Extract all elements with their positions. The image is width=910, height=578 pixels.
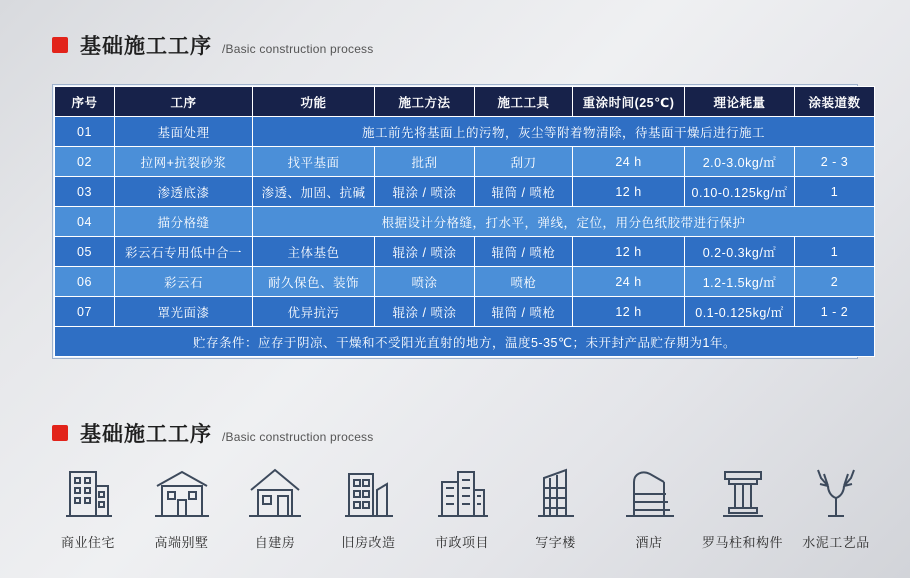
commercial-residence-icon [42, 462, 134, 518]
cell-tool: 辊筒 / 喷枪 [475, 237, 573, 267]
cell-index: 06 [55, 267, 115, 297]
red-square-icon [52, 425, 68, 441]
cell-process: 罩光面漆 [115, 297, 253, 327]
cell-coats: 1 [795, 177, 875, 207]
scenario-item[interactable] [510, 462, 602, 551]
scenario-label: 市政项目 [434, 535, 489, 550]
table-row [55, 267, 875, 297]
cell-consumption: 0.10-0.125kg/㎡ [685, 177, 795, 207]
cell-recoat-time: 12 h [573, 237, 685, 267]
cell-index: 03 [55, 177, 115, 207]
col-header-index: 序号 [55, 87, 115, 117]
table-row [55, 237, 875, 267]
red-square-icon [52, 37, 68, 53]
cell-consumption: 0.1-0.125kg/㎡ [685, 297, 795, 327]
application-scenarios [42, 462, 882, 551]
scenario-label: 旧房改造 [341, 535, 396, 550]
scenario-item[interactable] [790, 462, 882, 551]
col-header-consumption: 理论耗量 [685, 87, 795, 117]
cement-craft-icon [790, 462, 882, 518]
table-footer-row [55, 327, 875, 357]
cell-method: 批刮 [375, 147, 475, 177]
cell-index: 01 [55, 117, 115, 147]
cell-index: 02 [55, 147, 115, 177]
scenario-item[interactable] [42, 462, 134, 551]
old-house-renovation-icon [323, 462, 415, 518]
cell-tool: 辊筒 / 喷枪 [475, 177, 573, 207]
cell-description: 施工前先将基面上的污物，灰尘等附着物清除，待基面干燥后进行施工 [253, 117, 875, 147]
cell-function: 耐久保色、装饰 [253, 267, 375, 297]
scenario-item[interactable] [603, 462, 695, 551]
storage-conditions-note: 贮存条件：应存于阴凉、干燥和不受阳光直射的地方，温度5-35℃；未开封产品贮存期为1年。 [55, 327, 875, 357]
section-title-cn: 基础施工工序 [80, 35, 212, 58]
construction-process-table [52, 84, 861, 359]
col-header-function: 功能 [253, 87, 375, 117]
cell-process: 基面处理 [115, 117, 253, 147]
cell-coats: 2 - 3 [795, 147, 875, 177]
scenario-item[interactable] [136, 462, 228, 551]
cell-consumption: 2.0-3.0kg/㎡ [685, 147, 795, 177]
cell-index: 05 [55, 237, 115, 267]
cell-recoat-time: 12 h [573, 177, 685, 207]
cell-function: 优异抗污 [253, 297, 375, 327]
cell-method: 喷涂 [375, 267, 475, 297]
cell-coats: 2 [795, 267, 875, 297]
roman-column-icon [697, 462, 789, 518]
scenario-label: 自建房 [254, 535, 296, 550]
office-building-icon [510, 462, 602, 518]
cell-method: 辊涂 / 喷涂 [375, 297, 475, 327]
cell-method: 辊涂 / 喷涂 [375, 237, 475, 267]
section-heading-bottom [0, 418, 373, 448]
scenario-label: 酒店 [635, 535, 663, 550]
scenario-label: 水泥工艺品 [802, 535, 870, 550]
scenario-item[interactable] [229, 462, 321, 551]
cell-method: 辊涂 / 喷涂 [375, 177, 475, 207]
self-built-house-icon [229, 462, 321, 518]
cell-process: 渗透底漆 [115, 177, 253, 207]
cell-tool: 刮刀 [475, 147, 573, 177]
col-header-method: 施工方法 [375, 87, 475, 117]
scenario-label: 商业住宅 [60, 535, 115, 550]
section-title-cn: 基础施工工序 [80, 423, 212, 446]
table-row [55, 297, 875, 327]
table-row [55, 147, 875, 177]
cell-recoat-time: 24 h [573, 267, 685, 297]
table-row [55, 177, 875, 207]
cell-consumption: 1.2-1.5kg/㎡ [685, 267, 795, 297]
cell-process: 描分格缝 [115, 207, 253, 237]
cell-function: 找平基面 [253, 147, 375, 177]
cell-process: 彩云石专用低中合一 [115, 237, 253, 267]
col-header-tool: 施工工具 [475, 87, 573, 117]
luxury-villa-icon [136, 462, 228, 518]
cell-tool: 喷枪 [475, 267, 573, 297]
scenario-item[interactable] [697, 462, 789, 551]
table-row [55, 207, 875, 237]
scenario-label: 罗马柱和构件 [701, 535, 783, 550]
col-header-coats: 涂装道数 [795, 87, 875, 117]
cell-index: 04 [55, 207, 115, 237]
section-title-en: /Basic construction process [222, 42, 374, 56]
cell-coats: 1 [795, 237, 875, 267]
col-header-process: 工序 [115, 87, 253, 117]
scenario-item[interactable] [323, 462, 415, 551]
hotel-icon [603, 462, 695, 518]
scenario-label: 高端别墅 [154, 535, 209, 550]
table-header-row [55, 87, 875, 117]
cell-recoat-time: 12 h [573, 297, 685, 327]
cell-description: 根据设计分格缝，打水平，弹线，定位，用分色纸胶带进行保护 [253, 207, 875, 237]
table-row [55, 117, 875, 147]
section-heading-top [0, 30, 373, 60]
section-title-en: /Basic construction process [222, 430, 374, 444]
cell-function: 主体基色 [253, 237, 375, 267]
cell-function: 渗透、加固、抗碱 [253, 177, 375, 207]
cell-recoat-time: 24 h [573, 147, 685, 177]
municipal-project-icon [416, 462, 508, 518]
cell-process: 彩云石 [115, 267, 253, 297]
cell-index: 07 [55, 297, 115, 327]
scenario-label: 写字楼 [535, 535, 576, 550]
cell-consumption: 0.2-0.3kg/㎡ [685, 237, 795, 267]
col-header-recoat-time: 重涂时间(25℃) [573, 87, 685, 117]
scenario-item[interactable] [416, 462, 508, 551]
cell-tool: 辊筒 / 喷枪 [475, 297, 573, 327]
cell-coats: 1 - 2 [795, 297, 875, 327]
cell-process: 拉网+抗裂砂浆 [115, 147, 253, 177]
